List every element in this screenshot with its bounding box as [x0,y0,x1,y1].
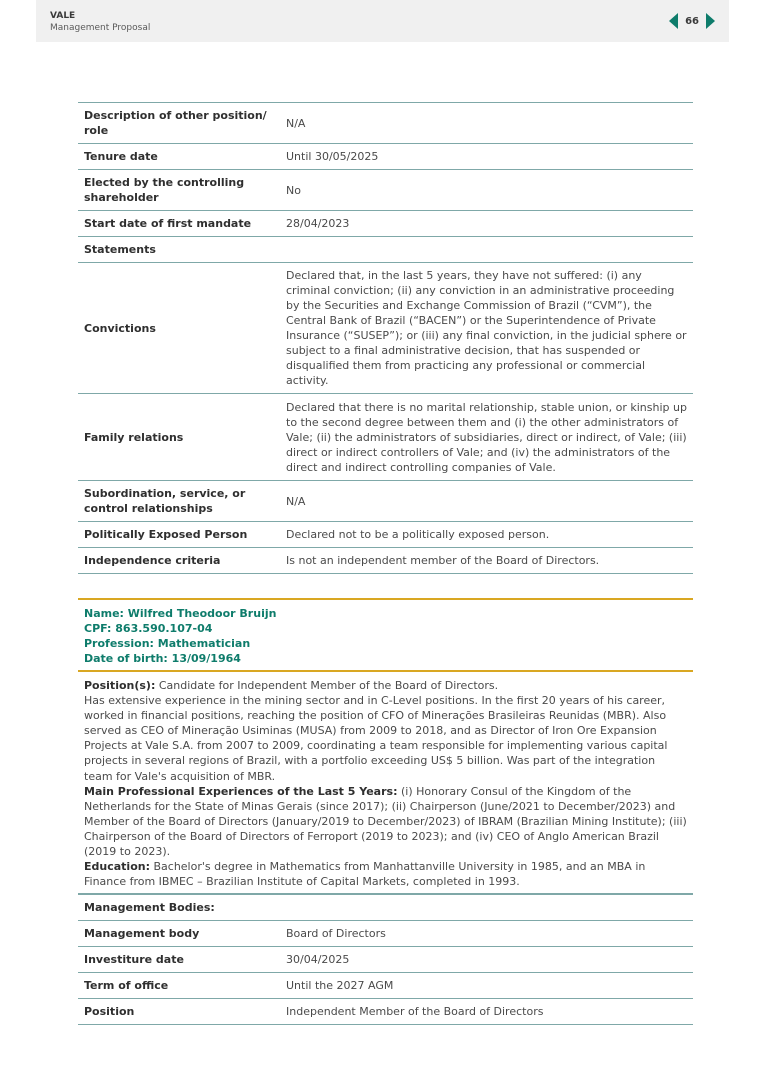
candidate-profession: Profession: Mathematician [84,637,251,650]
table-row [78,211,693,237]
row-label: Start date of first mandate [78,211,280,237]
page-number: 66 [685,15,699,27]
candidate-identity [78,600,693,670]
row-label: Subordination, service, or control relationships [78,481,280,522]
experience-text: (i) Honorary Consul of the Kingdom of the Netherlands for the State of Minas Gerais (since 2017); (ii) Chairperson (June/2021 to December/2023) and Member of the Board of Directors (January/2019 to December/2023) of IBRAM (Brazilian Mining Institute); (iii) Chairperson of the Board of Directors of Ferroport (2019 to 2023); and (iv) CEO of Anglo American Brazil (2019 to 2023). [84,784,687,859]
positions-label: Position(s): [84,679,156,692]
table-row [78,263,693,394]
page-header [36,0,729,42]
row-value: Board of Directors [280,921,693,947]
row-label: Description of other position/ role [78,103,280,144]
positions-paragraph [84,678,687,693]
table-row [78,999,693,1025]
row-value: Until the 2027 AGM [280,973,693,999]
career-summary: Has extensive experience in the mining sector and in C-Level positions. In the first 20 years of his career, worked in financial positions, reaching the position of CFO of Minerações Brasileiras Reunidas (MBR). Also served as CEO of Mineração Usiminas (MUSA) from 2009 to 2018, and as Director of Iron Ore Expansion Projects at Vale S.A. from 2007 to 2009, coordinating a team responsible for implementing various capital projects in several regions of Brazil, with a portfolio exceeding US$ 5 billion. Was part of the integration team for Vale's acquisition of MBR. [84,694,668,783]
pager [669,13,715,29]
candidate-cpf: CPF: 863.590.107-04 [84,622,213,635]
row-label: Tenure date [78,144,280,170]
row-value: N/A [280,103,693,144]
row-value: No [280,170,693,211]
table-row [78,237,693,263]
table-row [78,947,693,973]
row-label: Term of office [78,973,280,999]
row-value: 30/04/2025 [280,947,693,973]
previous-page-icon[interactable] [669,13,678,29]
table-row [78,481,693,522]
row-value: Declared not to be a politically exposed person. [280,522,693,548]
brand-name: VALE [50,11,76,21]
document-subtitle: Management Proposal [50,23,151,33]
row-label: Family relations [78,394,280,481]
table-row [78,144,693,170]
row-label: Independence criteria [78,548,280,574]
table-heading-row [78,895,693,921]
table-row [78,921,693,947]
experience-paragraph [84,784,687,859]
candidate-birth-date: Date of birth: 13/09/1964 [84,652,241,665]
candidate-biography [78,672,693,894]
management-bodies-heading: Management Bodies: [78,895,693,921]
row-value: Independent Member of the Board of Directors [280,999,693,1025]
row-value: Declared that, in the last 5 years, they have not suffered: (i) any criminal conviction; (ii) any conviction in an administrative proceeding by the Securities and Exchange Commission of Brazil (“CVM”), the Central Bank of Brazil (“BACEN”) or the Superintendence of Private Insurance (“SUSEP”); or (iii) any final conviction, in the judicial sphere or subject to a final administrative decision, that has suspended or disqualified them from practicing any professional or commercial activity. [280,263,693,394]
row-value: Until 30/05/2025 [280,144,693,170]
row-label: Management body [78,921,280,947]
row-label: Position [78,999,280,1025]
row-value: Is not an independent member of the Board of Directors. [280,548,693,574]
document-body [78,102,693,1025]
positions-text: Candidate for Independent Member of the Board of Directors. [155,679,499,692]
row-label: Elected by the controlling shareholder [78,170,280,211]
table-row [78,522,693,548]
row-label: Politically Exposed Person [78,522,280,548]
education-text: Bachelor's degree in Mathematics from Manhattanville University in 1985, and an MBA in Finance from IBMEC – Brazilian Institute of Capital Markets, completed in 1993. [84,860,646,889]
row-label: Convictions [78,263,280,394]
table-row [78,170,693,211]
management-bodies-table [78,894,693,1025]
table-row [78,103,693,144]
row-value: N/A [280,481,693,522]
candidate-name: Name: Wilfred Theodoor Bruijn [84,607,277,620]
table-row [78,548,693,574]
table-row [78,394,693,481]
row-label: Statements [78,237,280,263]
education-label: Education: [84,860,150,874]
row-value: 28/04/2023 [280,211,693,237]
row-value: Declared that there is no marital relationship, stable union, or kinship up to the second degree between them and (i) the other administrators of Vale; (ii) the administrators of subsidiaries, direct or indirect, of Vale; (iii) direct or indirect controllers of Vale; and (iv) the administrators of the direct and indirect controlling companies of Vale. [280,394,693,481]
education-paragraph [84,859,687,889]
row-value [280,237,693,263]
experience-label: Main Professional Experiences of the Last 5 Years: [84,784,398,798]
table-row [78,973,693,999]
mandate-details-table [78,102,693,574]
next-page-icon[interactable] [706,13,715,29]
row-label: Investiture date [78,947,280,973]
